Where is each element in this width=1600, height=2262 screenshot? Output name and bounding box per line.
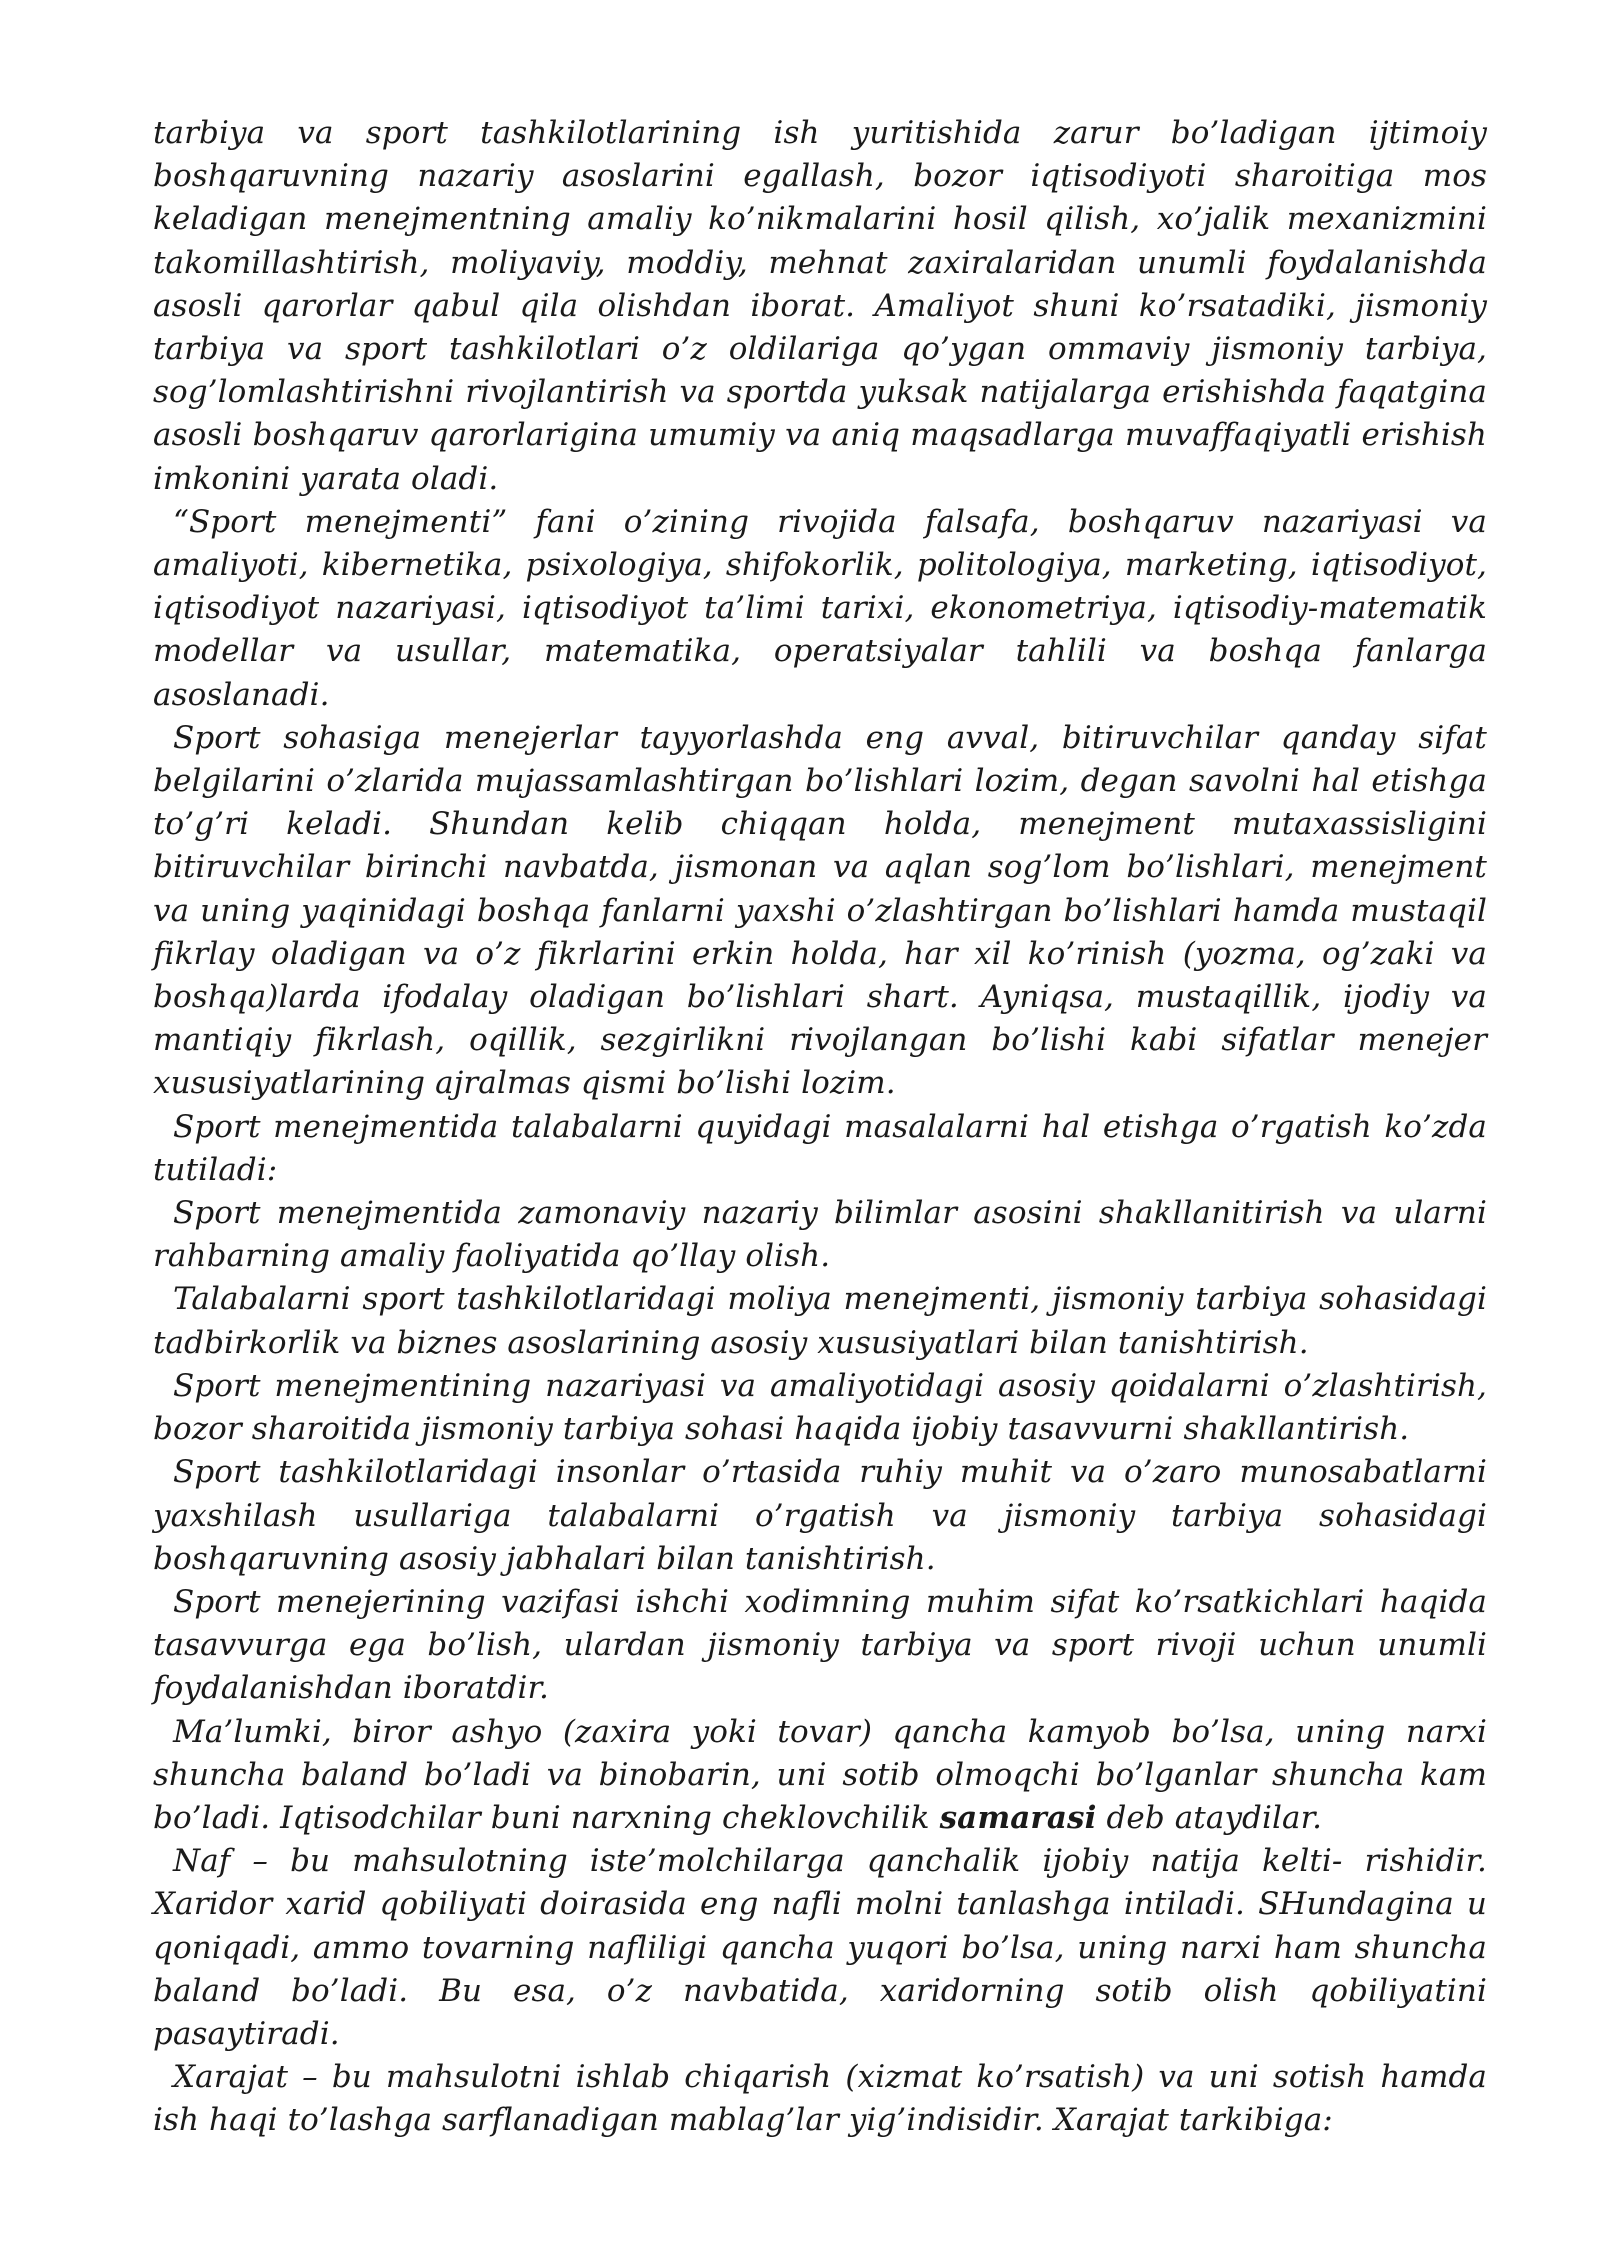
paragraph-manager-duty: Sport menejerining vazifasi ishchi xodimning muhim sifat ko’rsatkichlari haqida tasavvurga ega bo’lish, ulardan jismoniy tarbiya va sport rivoji uchun unumli foydalanishdan iboratdir. (153, 1583, 1487, 1707)
paragraph-management-goals: tarbiya va sport tashkilotlarining ish yuritishida zarur bo’ladigan ijtimoiy boshqaruvning nazariy asoslarini egallash, bozor iqtisodiyoti sharoitiga mos keladigan menejmentning amaliy ko’nikmalarini hosil qilish, xo’jalik mexanizmini takomillashtirish, moliyaviy, moddiy, mehnat zaxiralaridan unumli foydalanishda asosli qarorlar qabul qila olishdan iborat. Amaliyot shuni ko’rsatadiki, jismoniy tarbiya va sport tashkilotlari o’z oldilariga qo’ygan ommaviy jismoniy tarbiya, sog’lomlashtirishni rivojlantirish va sportda yuksak natijalarga erishishda faqatgina asosli boshqaruv qarorlarigina umumiy va aniq maqsadlarga muvaffaqiyatli erishish imkonini yarata oladi. (153, 115, 1487, 497)
scarcity-key-term: samarasi (939, 1799, 1097, 1836)
paragraph-tasks-intro: Sport menejmentida talabalarni quyidagi masalalarni hal etishga o’rgatish ko’zda tutiladi: (153, 1108, 1487, 1188)
paragraph-manager-qualities: Sport sohasiga menejerlar tayyorlashda eng avval, bitiruvchilar qanday sifat belgilarini o’zlarida mujassamlashtirgan bo’lishlari lozim, degan savolni hal etishga to’g’ri keladi. Shundan kelib chiqqan holda, menejment mutaxassisligini bitiruvchilar birinchi navbatda, jismonan va aqlan sog’lom bo’lishlari, menejment va uning yaqinidagi boshqa fanlarni yaxshi o’zlashtirgan bo’lishlari hamda mustaqil fikrlay oladigan va o’z fikrlarini erkin holda, har xil ko’rinish (yozma, og’zaki va boshqa)larda ifodalay oladigan bo’lishlari shart. Ayniqsa, mustaqillik, ijodiy va mantiqiy fikrlash, oqillik, sezgirlikni rivojlangan bo’lishi kabi sifatlar menejer xususiyatlarining ajralmas qismi bo’lishi lozim. (153, 719, 1487, 1102)
paragraph-scarcity (153, 1711, 1487, 1841)
paragraph-costs: Xarajat – bu mahsulotni ishlab chiqarish (xizmat ko’rsatish) va uni sotish hamda ish haqi to’lashga sarflanadigan mablag’lar yig’indisidir. Xarajat tarkibiga: (153, 2059, 1487, 2139)
paragraph-task-theory: Sport menejmentida zamonaviy nazariy bilimlar asosini shakllanitirish va ularni rahbarning amaliy faoliyatida qo’llay olish. (153, 1195, 1487, 1275)
paragraph-utility: Naf – bu mahsulotning iste’molchilarga qanchalik ijobiy natija kelti- rishidir. Xaridor xarid qobiliyati doirasida eng nafli molni tanlashga intiladi. SHundagina u qoniqadi, ammo tovarning nafliligi qancha yuqori bo’lsa, uning narxi ham shuncha baland bo’ladi. Bu esa, o’z navbatida, xaridorning sotib olish qobiliyatini pasaytiradi. (153, 1843, 1487, 2052)
paragraph-task-climate: Sport tashkilotlaridagi insonlar o’rtasida ruhiy muhit va o’zaro munosabatlarni yaxshilash usullariga talabalarni o’rgatish va jismoniy tarbiya sohasidagi boshqaruvning asosiy jabhalari bilan tanishtirish. (153, 1454, 1487, 1577)
document-page (153, 112, 1487, 2143)
scarcity-text-after: deb ataydilar. (1096, 1799, 1323, 1836)
paragraph-task-finance: Talabalarni sport tashkilotlaridagi moliya menejmenti, jismoniy tarbiya sohasidagi tadbirkorlik va biznes asoslarining asosiy xususiyatlari bilan tanishtirish. (153, 1281, 1487, 1361)
scarcity-text-before: Ma’lumki, biror ashyo (zaxira yoki tovar) qancha kamyob bo’lsa, uning narxi shuncha baland bo’ladi va binobarin, uni sotib olmoqchi bo’lganlar shuncha kam bo’ladi. Iqtisodchilar buni narxning cheklovchilik (153, 1713, 1487, 1836)
paragraph-task-principles: Sport menejmentining nazariyasi va amaliyotidagi asosiy qoidalarni o’zlashtirish, bozor sharoitida jismoniy tarbiya sohasi haqida ijobiy tasavvurni shakllantirish. (153, 1367, 1487, 1448)
paragraph-related-sciences: “Sport menejmenti” fani o’zining rivojida falsafa, boshqaruv nazariyasi va amaliyoti, kibernetika, psixologiya, shifokorlik, politologiya, marketing, iqtisodiyot, iqtisodiyot nazariyasi, iqtisodiyot ta’limi tarixi, ekonometriya, iqtisodiy-matematik modellar va usullar, matematika, operatsiyalar tahlili va boshqa fanlarga asoslanadi. (153, 503, 1487, 713)
